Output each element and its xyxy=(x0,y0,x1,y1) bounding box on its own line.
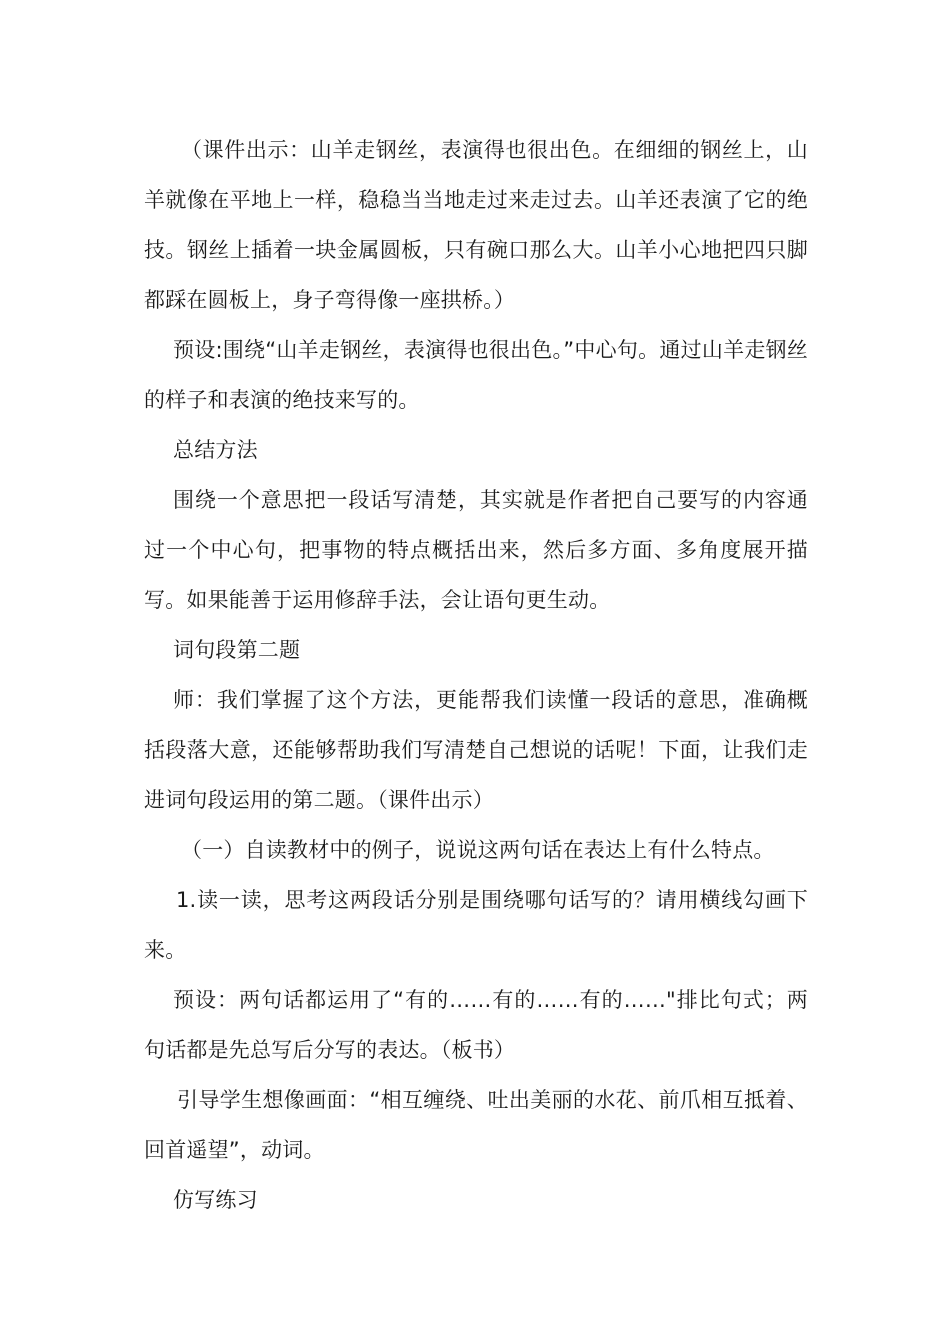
paragraph-read-think: 1.读一读，思考这两段话分别是围绕哪句话写的？请用横线勾画下来。 xyxy=(144,888,808,962)
paragraph-preset-parallelism: 预设：两句话都运用了“有的……有的……有的……"排比句式；两句话都是先总写后分写的表达。（板书） xyxy=(144,988,808,1062)
heading-summary-method: 总结方法 xyxy=(173,438,258,462)
paragraph-task-one: （一）自读教材中的例子，说说这两句话在表达上有什么特点。 xyxy=(181,838,775,862)
heading-imitation-practice: 仿写练习 xyxy=(173,1188,258,1212)
paragraph-summary-method: 围绕一个意思把一段话写清楚，其实就是作者把自己要写的内容通过一个中心句，把事物的特点概括出来，然后多方面、多角度展开描写。如果能善于运用修辞手法，会让语句更生动。 xyxy=(144,488,808,612)
paragraph-teacher-intro: 师：我们掌握了这个方法，更能帮我们读懂一段话的意思，准确概括段落大意，还能够帮助我们写清楚自己想说的话呢！下面，让我们走进词句段运用的第二题。（课件出示） xyxy=(144,688,808,812)
paragraph-guide-imagination: 引导学生想像画面：“相互缠绕、吐出美丽的水花、前爪相互抵着、回首遥望”，动词。 xyxy=(144,1088,808,1162)
document-body xyxy=(144,125,808,1225)
paragraph-courseware-goat: （课件出示：山羊走钢丝，表演得也很出色。在细细的钢丝上，山羊就像在平地上一样，稳稳当当地走过来走过去。山羊还表演了它的绝技。钢丝上插着一块金属圆板，只有碗口那么大。山羊小心地把四只脚都踩在圆板上，身子弯得像一座拱桥。） xyxy=(144,138,808,312)
heading-second-question: 词句段第二题 xyxy=(173,638,301,662)
paragraph-preset-central-sentence: 预设:围绕“山羊走钢丝，表演得也很出色。”中心句。通过山羊走钢丝的样子和表演的绝技来写的。 xyxy=(144,338,808,412)
